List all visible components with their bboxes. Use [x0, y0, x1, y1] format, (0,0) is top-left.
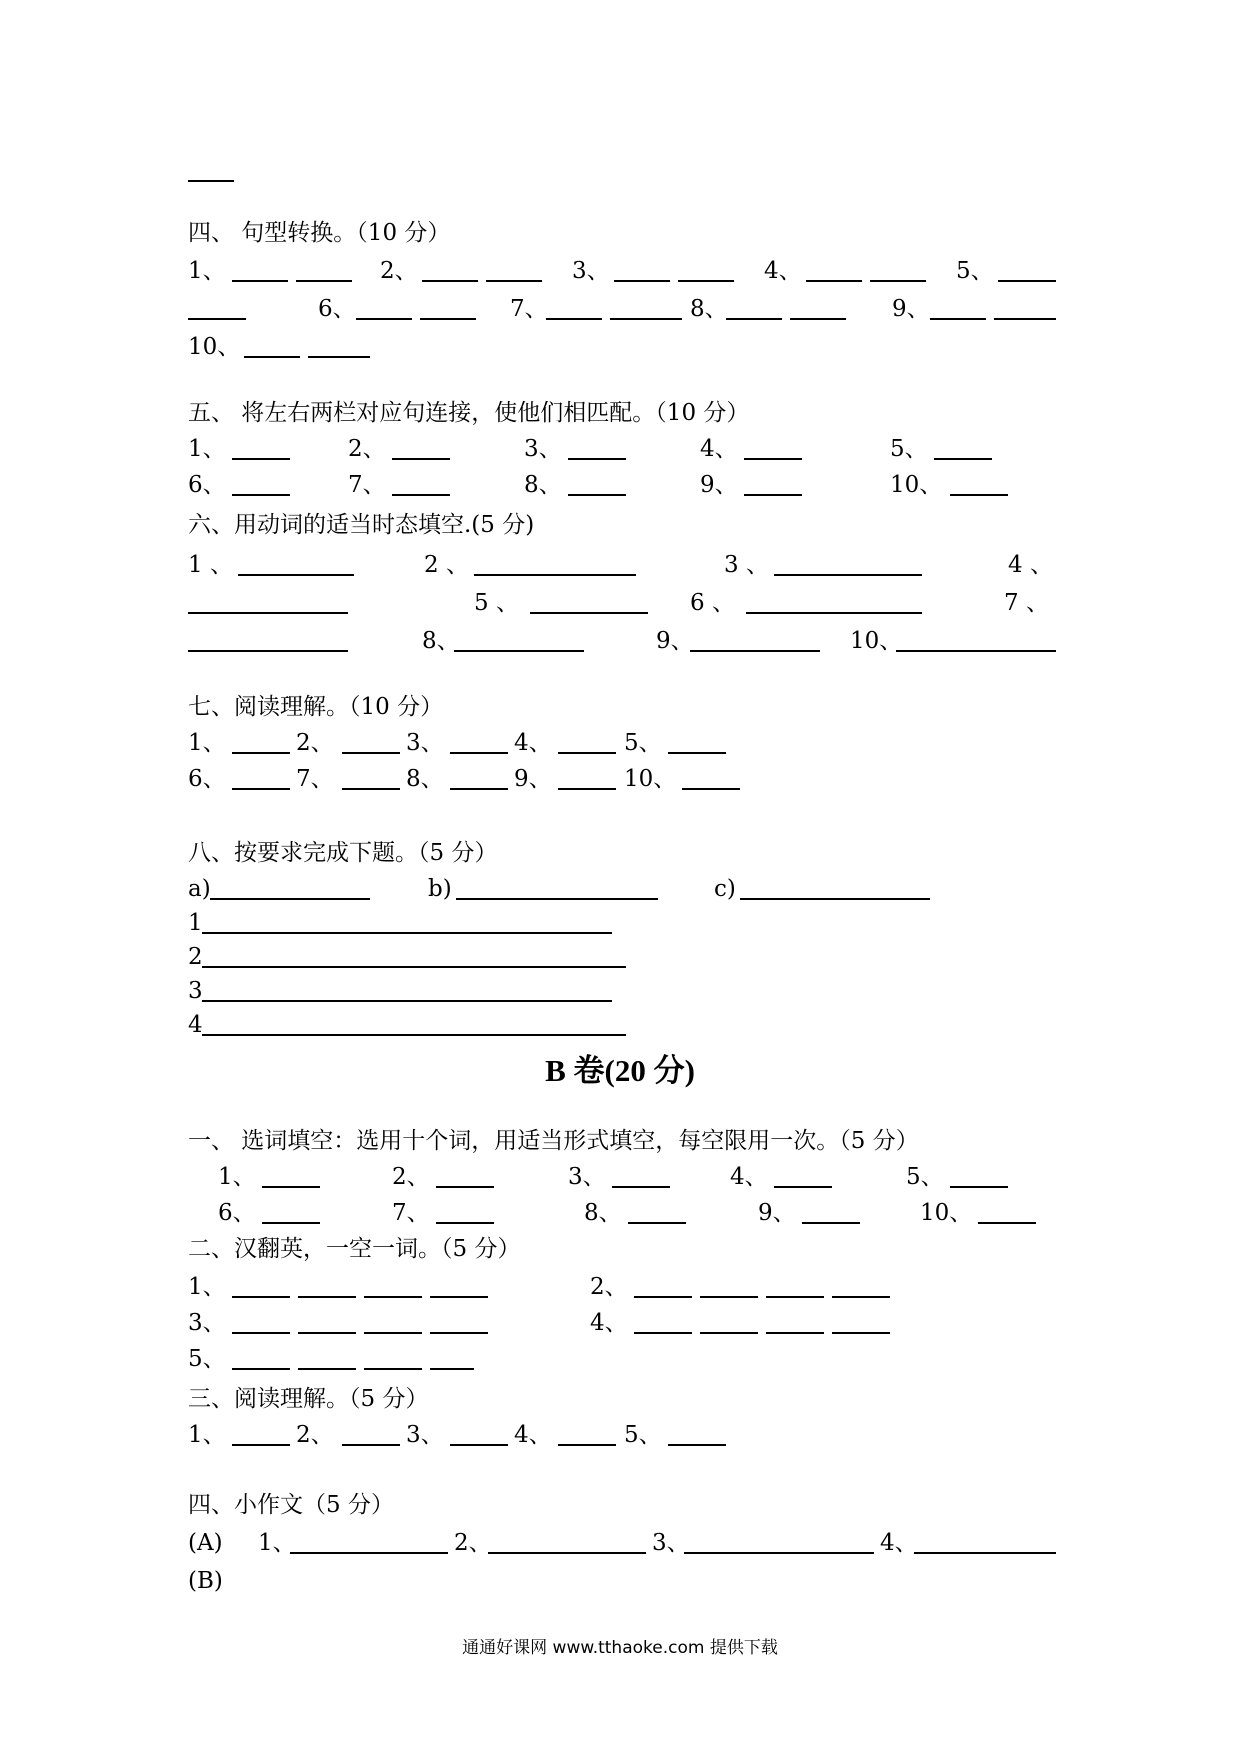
- answer-blank[interactable]: [364, 1296, 422, 1298]
- answer-blank[interactable]: [296, 280, 352, 282]
- answer-blank[interactable]: [832, 1332, 890, 1334]
- answer-blank[interactable]: [668, 1444, 726, 1446]
- item-label: 2、: [454, 1530, 492, 1556]
- answer-blank[interactable]: [682, 788, 740, 790]
- item-label: 10、: [920, 1200, 973, 1226]
- answer-blank[interactable]: [684, 1552, 874, 1554]
- section-7-title: 七、阅读理解。（10 分）: [188, 694, 444, 720]
- answer-blank[interactable]: [488, 1552, 646, 1554]
- item-label: 7、: [296, 766, 334, 792]
- answer-blank[interactable]: [700, 1332, 758, 1334]
- item-label: 3、: [406, 1422, 444, 1448]
- item-label: 1、: [258, 1530, 296, 1556]
- answer-blank[interactable]: [950, 1186, 1008, 1188]
- answer-blank[interactable]: [188, 650, 348, 652]
- item-label: 8、: [584, 1200, 622, 1226]
- item-label: 6、: [188, 472, 226, 498]
- b-section-4-title: 四、小作文（5 分）: [188, 1492, 394, 1518]
- answer-blank[interactable]: [430, 1296, 488, 1298]
- item-label: 7、: [510, 296, 548, 322]
- answer-blank[interactable]: [546, 318, 602, 320]
- answer-blank[interactable]: [628, 1222, 686, 1224]
- answer-blank[interactable]: [530, 612, 648, 614]
- item-label: 2、: [392, 1164, 430, 1190]
- answer-blank[interactable]: [896, 650, 1056, 652]
- answer-blank[interactable]: [740, 898, 930, 900]
- b-section-2-title: 二、汉翻英，一空一词。（5 分）: [188, 1236, 521, 1262]
- item-label: 9、: [514, 766, 552, 792]
- item-label: 4、: [590, 1310, 628, 1336]
- answer-blank[interactable]: [456, 898, 658, 900]
- item-label: 1、: [188, 1422, 226, 1448]
- answer-blank[interactable]: [744, 458, 802, 460]
- answer-blank[interactable]: [558, 752, 616, 754]
- answer-blank[interactable]: [474, 574, 636, 576]
- answer-blank[interactable]: [430, 1332, 488, 1334]
- answer-blank[interactable]: [232, 752, 290, 754]
- item-label: 1、: [188, 258, 226, 284]
- item-label: 5、: [624, 1422, 662, 1448]
- answer-blank[interactable]: [634, 1332, 692, 1334]
- item-label: 10、: [188, 334, 241, 360]
- answer-blank[interactable]: [308, 356, 370, 358]
- item-label: 3、: [524, 436, 562, 462]
- answer-blank[interactable]: [210, 898, 370, 900]
- item-label: 7、: [392, 1200, 430, 1226]
- item-label: 7、: [348, 472, 386, 498]
- answer-blank[interactable]: [690, 650, 820, 652]
- answer-blank[interactable]: [342, 788, 400, 790]
- answer-blank[interactable]: [238, 574, 354, 576]
- answer-blank[interactable]: [558, 1444, 616, 1446]
- answer-blank[interactable]: [232, 788, 290, 790]
- answer-blank[interactable]: [364, 1368, 422, 1370]
- answer-blank[interactable]: [202, 932, 612, 934]
- item-label: 1、: [188, 436, 226, 462]
- item-label: 7 、: [1004, 590, 1049, 616]
- answer-blank[interactable]: [558, 788, 616, 790]
- answer-blank[interactable]: [726, 318, 782, 320]
- item-label: 2、: [348, 436, 386, 462]
- answer-blank[interactable]: [232, 494, 290, 496]
- answer-blank[interactable]: [634, 1296, 692, 1298]
- section-6-title: 六、用动词的适当时态填空.(5 分): [188, 512, 535, 538]
- item-label: (A): [188, 1530, 223, 1556]
- answer-blank[interactable]: [420, 318, 476, 320]
- answer-blank[interactable]: [232, 280, 288, 282]
- answer-blank[interactable]: [806, 280, 862, 282]
- item-label: 5、: [624, 730, 662, 756]
- top-blank: [188, 180, 234, 182]
- item-label: 1 、: [188, 552, 233, 578]
- answer-blank[interactable]: [678, 280, 734, 282]
- item-label: 6、: [318, 296, 356, 322]
- answer-blank[interactable]: [766, 1296, 824, 1298]
- answer-blank[interactable]: [832, 1296, 890, 1298]
- answer-blank[interactable]: [766, 1332, 824, 1334]
- part-b-title: B 卷(20 分): [545, 1053, 695, 1088]
- item-label: 4、: [514, 1422, 552, 1448]
- answer-blank[interactable]: [392, 494, 450, 496]
- answer-blank[interactable]: [298, 1332, 356, 1334]
- item-label: 10、: [624, 766, 677, 792]
- answer-blank[interactable]: [614, 280, 670, 282]
- item-label: 2、: [380, 258, 418, 284]
- answer-blank[interactable]: [914, 1552, 1056, 1554]
- answer-blank[interactable]: [202, 1034, 626, 1036]
- answer-blank[interactable]: [486, 280, 542, 282]
- footer-source: 通通好课网 www.tthaoke.com 提供下载: [462, 1638, 778, 1658]
- answer-blank[interactable]: [450, 752, 508, 754]
- item-label: 9、: [892, 296, 930, 322]
- answer-blank[interactable]: [450, 788, 508, 790]
- item-label: 3、: [188, 1310, 226, 1336]
- item-label: 6、: [188, 766, 226, 792]
- answer-blank[interactable]: [422, 280, 478, 282]
- answer-blank[interactable]: [746, 612, 922, 614]
- item-label: 9、: [656, 628, 694, 654]
- answer-blank[interactable]: [774, 574, 922, 576]
- b-section-1-title: 一、 选词填空：选用十个词，用适当形式填空，每空限用一次。（5 分）: [188, 1128, 919, 1154]
- item-label: 2、: [296, 1422, 334, 1448]
- answer-blank[interactable]: [568, 494, 626, 496]
- item-label: 4、: [700, 436, 738, 462]
- item-label: 2、: [296, 730, 334, 756]
- answer-blank[interactable]: [188, 318, 246, 320]
- answer-blank[interactable]: [392, 458, 450, 460]
- item-label: 4、: [514, 730, 552, 756]
- answer-blank[interactable]: [298, 1296, 356, 1298]
- item-label: 1: [188, 910, 203, 936]
- answer-blank[interactable]: [568, 458, 626, 460]
- item-label: 1、: [188, 1274, 226, 1300]
- item-label: 3、: [406, 730, 444, 756]
- section-8-title: 八、按要求完成下题。（5 分）: [188, 840, 498, 866]
- answer-blank[interactable]: [934, 458, 992, 460]
- answer-blank[interactable]: [930, 318, 986, 320]
- answer-blank[interactable]: [454, 650, 584, 652]
- answer-blank[interactable]: [202, 966, 626, 968]
- item-label: 1、: [188, 730, 226, 756]
- answer-blank[interactable]: [262, 1222, 320, 1224]
- item-label: 5 、: [474, 590, 519, 616]
- answer-blank[interactable]: [262, 1186, 320, 1188]
- answer-blank[interactable]: [232, 1444, 290, 1446]
- answer-blank[interactable]: [610, 318, 682, 320]
- item-label: 3: [188, 978, 203, 1004]
- item-label: 1、: [218, 1164, 256, 1190]
- answer-blank[interactable]: [232, 458, 290, 460]
- item-label: 9、: [700, 472, 738, 498]
- answer-blank[interactable]: [998, 280, 1056, 282]
- item-label: 4、: [880, 1530, 918, 1556]
- item-label: c): [714, 876, 736, 902]
- item-label: 5、: [906, 1164, 944, 1190]
- item-label: 3 、: [724, 552, 769, 578]
- item-label: 4、: [764, 258, 802, 284]
- item-label: 6、: [218, 1200, 256, 1226]
- section-4-title: 四、 句型转换。（10 分）: [188, 220, 451, 246]
- answer-blank[interactable]: [188, 612, 348, 614]
- item-label: 8、: [422, 628, 460, 654]
- b-section-3-title: 三、阅读理解。（5 分）: [188, 1386, 429, 1412]
- answer-blank[interactable]: [870, 280, 926, 282]
- answer-blank[interactable]: [700, 1296, 758, 1298]
- item-label: 2: [188, 944, 203, 970]
- answer-blank[interactable]: [356, 318, 412, 320]
- item-label: 9、: [758, 1200, 796, 1226]
- answer-blank[interactable]: [436, 1186, 494, 1188]
- item-label: 3、: [568, 1164, 606, 1190]
- section-5-title: 五、 将左右两栏对应句连接，使他们相匹配。（10 分）: [188, 400, 750, 426]
- item-label: 4: [188, 1012, 203, 1038]
- item-label: 4 、: [1008, 552, 1053, 578]
- answer-blank[interactable]: [802, 1222, 860, 1224]
- item-label: 6 、: [690, 590, 735, 616]
- item-label: 8、: [524, 472, 562, 498]
- answer-blank[interactable]: [436, 1222, 494, 1224]
- item-label: b): [428, 876, 452, 902]
- answer-blank[interactable]: [298, 1368, 356, 1370]
- item-label: 8、: [690, 296, 728, 322]
- answer-blank[interactable]: [790, 318, 846, 320]
- item-label: (B): [188, 1568, 223, 1594]
- answer-blank[interactable]: [342, 1444, 400, 1446]
- answer-blank[interactable]: [450, 1444, 508, 1446]
- item-label: 8、: [406, 766, 444, 792]
- item-label: 5、: [956, 258, 994, 284]
- answer-blank[interactable]: [668, 752, 726, 754]
- item-label: 4、: [730, 1164, 768, 1190]
- answer-blank[interactable]: [994, 318, 1056, 320]
- item-label: 10、: [850, 628, 903, 654]
- answer-blank[interactable]: [950, 494, 1008, 496]
- item-label: 3、: [572, 258, 610, 284]
- item-label: 2、: [590, 1274, 628, 1300]
- answer-blank[interactable]: [244, 356, 300, 358]
- item-label: 2 、: [424, 552, 469, 578]
- answer-blank[interactable]: [232, 1368, 290, 1370]
- answer-blank[interactable]: [430, 1368, 474, 1370]
- answer-blank[interactable]: [232, 1296, 290, 1298]
- answer-blank[interactable]: [744, 494, 802, 496]
- answer-blank[interactable]: [774, 1186, 832, 1188]
- answer-blank[interactable]: [612, 1186, 670, 1188]
- answer-blank[interactable]: [364, 1332, 422, 1334]
- answer-blank[interactable]: [978, 1222, 1036, 1224]
- answer-blank[interactable]: [342, 752, 400, 754]
- answer-blank[interactable]: [232, 1332, 290, 1334]
- item-label: 10、: [890, 472, 943, 498]
- item-label: a): [188, 876, 211, 902]
- item-label: 3、: [652, 1530, 690, 1556]
- answer-blank[interactable]: [290, 1552, 448, 1554]
- item-label: 5、: [188, 1346, 226, 1372]
- answer-blank[interactable]: [202, 1000, 612, 1002]
- item-label: 5、: [890, 436, 928, 462]
